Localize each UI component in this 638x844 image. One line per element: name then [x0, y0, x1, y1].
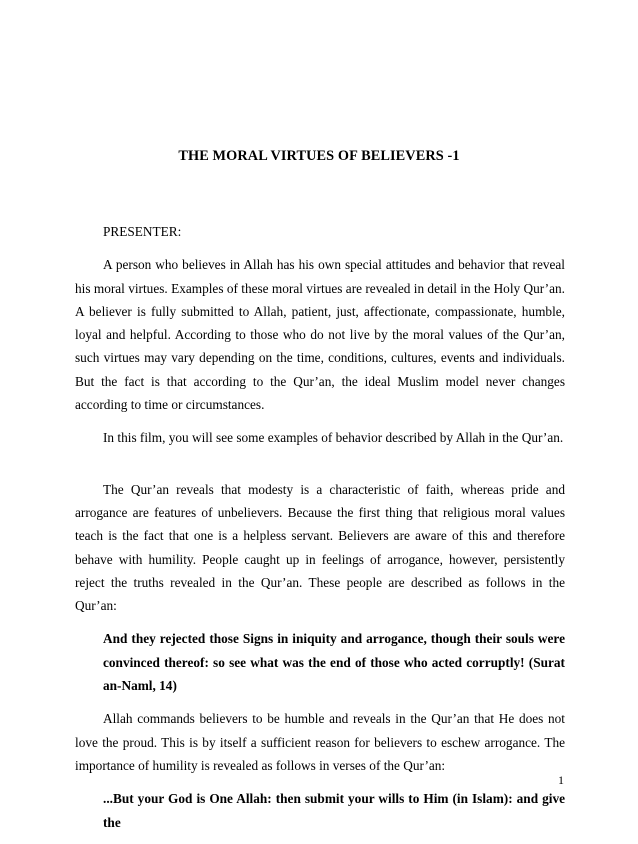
page-number: 1	[558, 773, 564, 787]
paragraph-humility: Allah commands believers to be humble and reveals in the Qur’an that He does not love the proud. This is by itself a sufficient reason for believers to eschew arrogance. The importance of humility is revealed as follows in verses of the Qur’an:	[75, 711, 565, 773]
paragraph-film: In this film, you will see some examples of behavior described by Allah in the Qur’an.	[103, 430, 564, 446]
speaker-label: PRESENTER:	[103, 224, 182, 239]
document-title: THE MORAL VIRTUES OF BELIEVERS -1	[178, 148, 460, 164]
paragraph-modesty: The Qur’an reveals that modesty is a characteristic of faith, whereas pride and arrogance are features of unbelievers. Because the first thing that religious moral values teach is the fact that one is a helpless servant. Believers are aware of this and therefore behave with humility. People caught up in feelings of arrogance, however, persistently reject the truths revealed in the Qur’an. These people are described as follows in the Qur’an:	[75, 481, 565, 614]
quote-one-allah: ...But your God is One Allah: then submit your wills to Him (in Islam): and give the	[103, 791, 565, 830]
paragraph-intro: A person who believes in Allah has his own special attitudes and behavior that reveal his moral virtues. Examples of these moral virtues are revealed in detail in the Holy Qur’an. A believer is fully submitted to Allah, patient, just, affectionate, compassionate, humble, loyal and helpful. According to those who do not live by the moral values of the Qur’an, such virtues may vary depending on the time, conditions, cultures, events and individuals. But the fact is that according to the Qur’an, the ideal Muslim model never changes according to time or circumstances.	[75, 257, 565, 413]
quote-naml: And they rejected those Signs in iniquity and arrogance, though their souls were convinced thereof: so see what was the end of those who acted corruptly! (Surat an-Naml, 14)	[103, 631, 565, 694]
document-body	[75, 220, 565, 844]
